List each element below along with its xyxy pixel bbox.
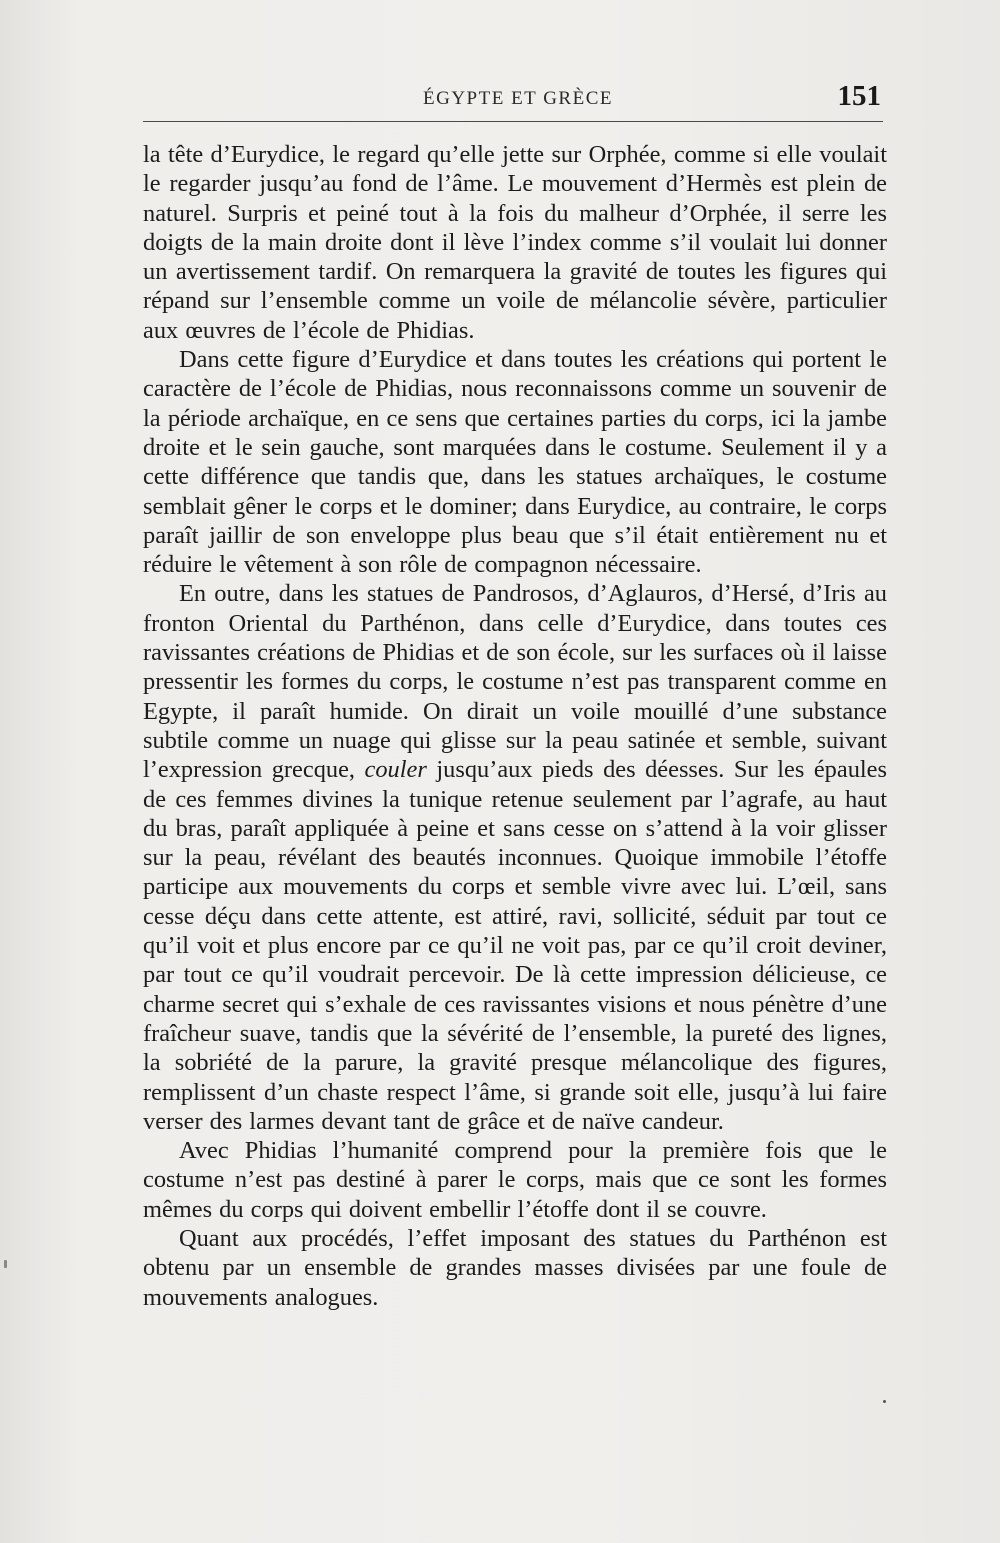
page-number: 151: [837, 80, 881, 112]
paragraph-3-part-2: jusqu’aux pieds des déesses. Sur les épaules de ces femmes divines la tunique retenue seulement par l’agrafe, au haut du bras, paraît appliquée à peine et sans cesse on s’attend à la voir glisser sur la peau, révélant des beautés inconnues. Quoique immobile l’étoffe participe aux mouvements du corps et semble vivre avec lui. L’œil, sans cesse déçu dans cette attente, est attiré, ravi, sollicité, séduit par tout ce qu’il voit et plus encore par ce qu’il ne voit pas, par ce qu’il croit deviner, par tout ce qu’il voudrait percevoir. De là cette impression délicieuse, ce charme secret qui s’exhale de ces ravissantes visions et nous pénètre d’une fraîcheur suave, tandis que la sévérité de l’ensemble, la pureté des lignes, la sobriété de la parure, la gravité presque mélancolique des figures, remplissent d’un chaste respect l’âme, si grande soit elle, jusqu’à lui faire verser des larmes devant tant de grâce et de naïve candeur.: [143, 756, 887, 1135]
paragraph-5: Quant aux procédés, l’effet imposant des statues du Parthénon est obtenu par un ensemble de grandes masses divisées par une foule de mouvements analogues.: [143, 1224, 887, 1311]
running-head: [143, 80, 883, 120]
body-text: [143, 140, 887, 1312]
paper-speck: [4, 1260, 7, 1268]
paragraph-2: Dans cette figure d’Eurydice et dans toutes les créations qui portent le caractère de l’école de Phidias, nous reconnaissons comme un souvenir de la période archaïque, en ce sens que certaines parties du corps, ici la jambe droite et le sein gauche, sont marquées dans le costume. Seulement il y a cette différence que tandis que, dans les statues archaïques, le costume semblait gêner le corps et le dominer; dans Eurydice, au contraire, le corps paraît jaillir de son enveloppe plus beau que s’il était entièrement nu et réduire le vêtement à son rôle de compagnon nécessaire.: [143, 346, 887, 579]
header-rule: [143, 121, 883, 122]
paper-speck: [883, 1400, 886, 1403]
paragraph-3-part-1: En outre, dans les statues de Pandrosos, d’Aglauros, d’Hersé, d’Iris au fronton Oriental du Parthénon, dans celle d’Eurydice, dans toutes ces ravissantes créations de Phidias et de son école, sur les surfaces où il laisse pressentir les formes du corps, le costume n’est pas transparent comme en Egypte, il paraît humide. On dirait un voile mouillé d’une substance subtile comme un nuage qui glisse sur la peau satinée et semble, suivant l’expression grecque,: [143, 580, 887, 784]
paragraph-4: Avec Phidias l’humanité comprend pour la première fois que le costume n’est pas destiné à parer le corps, mais que ce sont les formes mêmes du corps qui doivent embellir l’étoffe dont il se couvre.: [143, 1137, 887, 1223]
italic-word-couler: couler: [364, 756, 427, 784]
paragraph-1: la tête d’Eurydice, le regard qu’elle jette sur Orphée, comme si elle voulait le regarder jusqu’au fond de l’âme. Le mouvement d’Hermès est plein de naturel. Surpris et peiné tout à la fois du malheur d’Orphée, il serre les doigts de la main droite dont il lève l’index comme s’il voulait lui donner un avertissement tardif. On remarquera la gravité de toutes les figures qui répand sur l’ensemble comme un voile de mélancolie sévère, particulier aux œuvres de l’école de Phidias.: [143, 141, 887, 344]
running-title: ÉGYPTE ET GRÈCE: [423, 88, 613, 109]
paragraph-3: [143, 579, 887, 1136]
